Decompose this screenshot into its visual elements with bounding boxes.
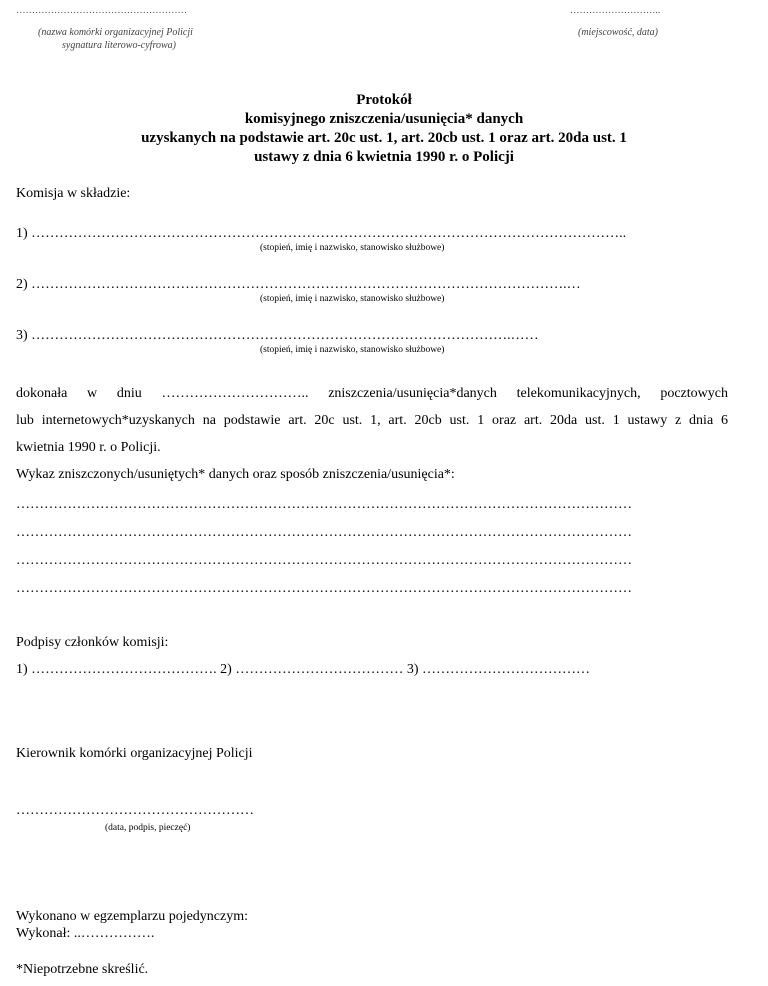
list-line-4: …………………………………………………………………………………………………………………… <box>16 581 632 596</box>
list-label: Wykaz zniszczonych/usuniętych* danych oraz sposób zniszczenia/usunięcia*: <box>16 467 455 482</box>
member-caption-2: (stopień, imię i nazwisko, stanowisko służbowe) <box>260 294 445 304</box>
commission-label: Komisja w składzie: <box>16 186 131 201</box>
member-line-2: 2) …………………………………………………………………………………………………….… <box>16 277 581 292</box>
unit-signature-caption: sygnatura literowo-cyfrowa) <box>62 40 176 51</box>
list-line-3: …………………………………………………………………………………………………………………… <box>16 553 632 568</box>
document-subtitle-1: komisyjnego zniszczenia/usunięcia* danych <box>244 111 524 127</box>
statement-line-3: kwietnia 1990 r. o Policji. <box>16 440 161 455</box>
copy-note: Wykonano w egzemplarzu pojedynczym: <box>16 909 249 924</box>
signatures-line: 1) …………………………………. 2) ……………………………… 3) ……………………………… <box>16 662 590 677</box>
statement-line-2: lub internetowych*uzyskanych na podstawie art. 20c ust. 1, art. 20cb ust. 1 oraz art. 20da ust. 1 ustawy z dnia 6 <box>16 413 728 428</box>
document-subtitle-3: ustawy z dnia 6 kwietnia 1990 r. o Policji <box>254 149 514 165</box>
member-line-3: 3) ………………………………………………………………………………………….…… <box>16 328 539 343</box>
prepared-by: Wykonał: ..……………. <box>16 926 155 941</box>
member-caption-1: (stopień, imię i nazwisko, stanowisko służbowe) <box>260 243 445 253</box>
head-signature-caption: (data, podpis, pieczęć) <box>105 823 191 833</box>
list-line-1: …………………………………………………………………………………………………………………… <box>16 497 632 512</box>
head-signature-dots: …………………………………………… <box>16 803 254 818</box>
member-line-1: 1) ……………………………………………………………………………………………………………….. <box>16 226 627 241</box>
member-caption-3: (stopień, imię i nazwisko, stanowisko służbowe) <box>260 345 445 355</box>
document-subtitle-2: uzyskanych na podstawie art. 20c ust. 1, art. 20cb ust. 1 oraz art. 20da ust. 1 <box>141 130 627 146</box>
list-line-2: …………………………………………………………………………………………………………………… <box>16 525 632 540</box>
strike-through-note: *Niepotrzebne skreślić. <box>16 962 149 977</box>
unit-name-dots: ……………………………………………… <box>16 6 187 16</box>
unit-name-caption: (nazwa komórki organizacyjnej Policji <box>38 27 193 38</box>
place-date-caption: (miejscowość, data) <box>578 27 658 38</box>
document-title: Protokół <box>356 92 412 108</box>
head-label: Kierownik komórki organizacyjnej Policji <box>16 746 253 761</box>
statement-line-1: dokonała w dniu ………………………….. zniszczenia/usunięcia*danych telekomunikacyjnych, pocztowych <box>16 386 728 401</box>
signatures-label: Podpisy członków komisji: <box>16 635 169 650</box>
place-date-dots: ……………………….. <box>570 6 661 16</box>
